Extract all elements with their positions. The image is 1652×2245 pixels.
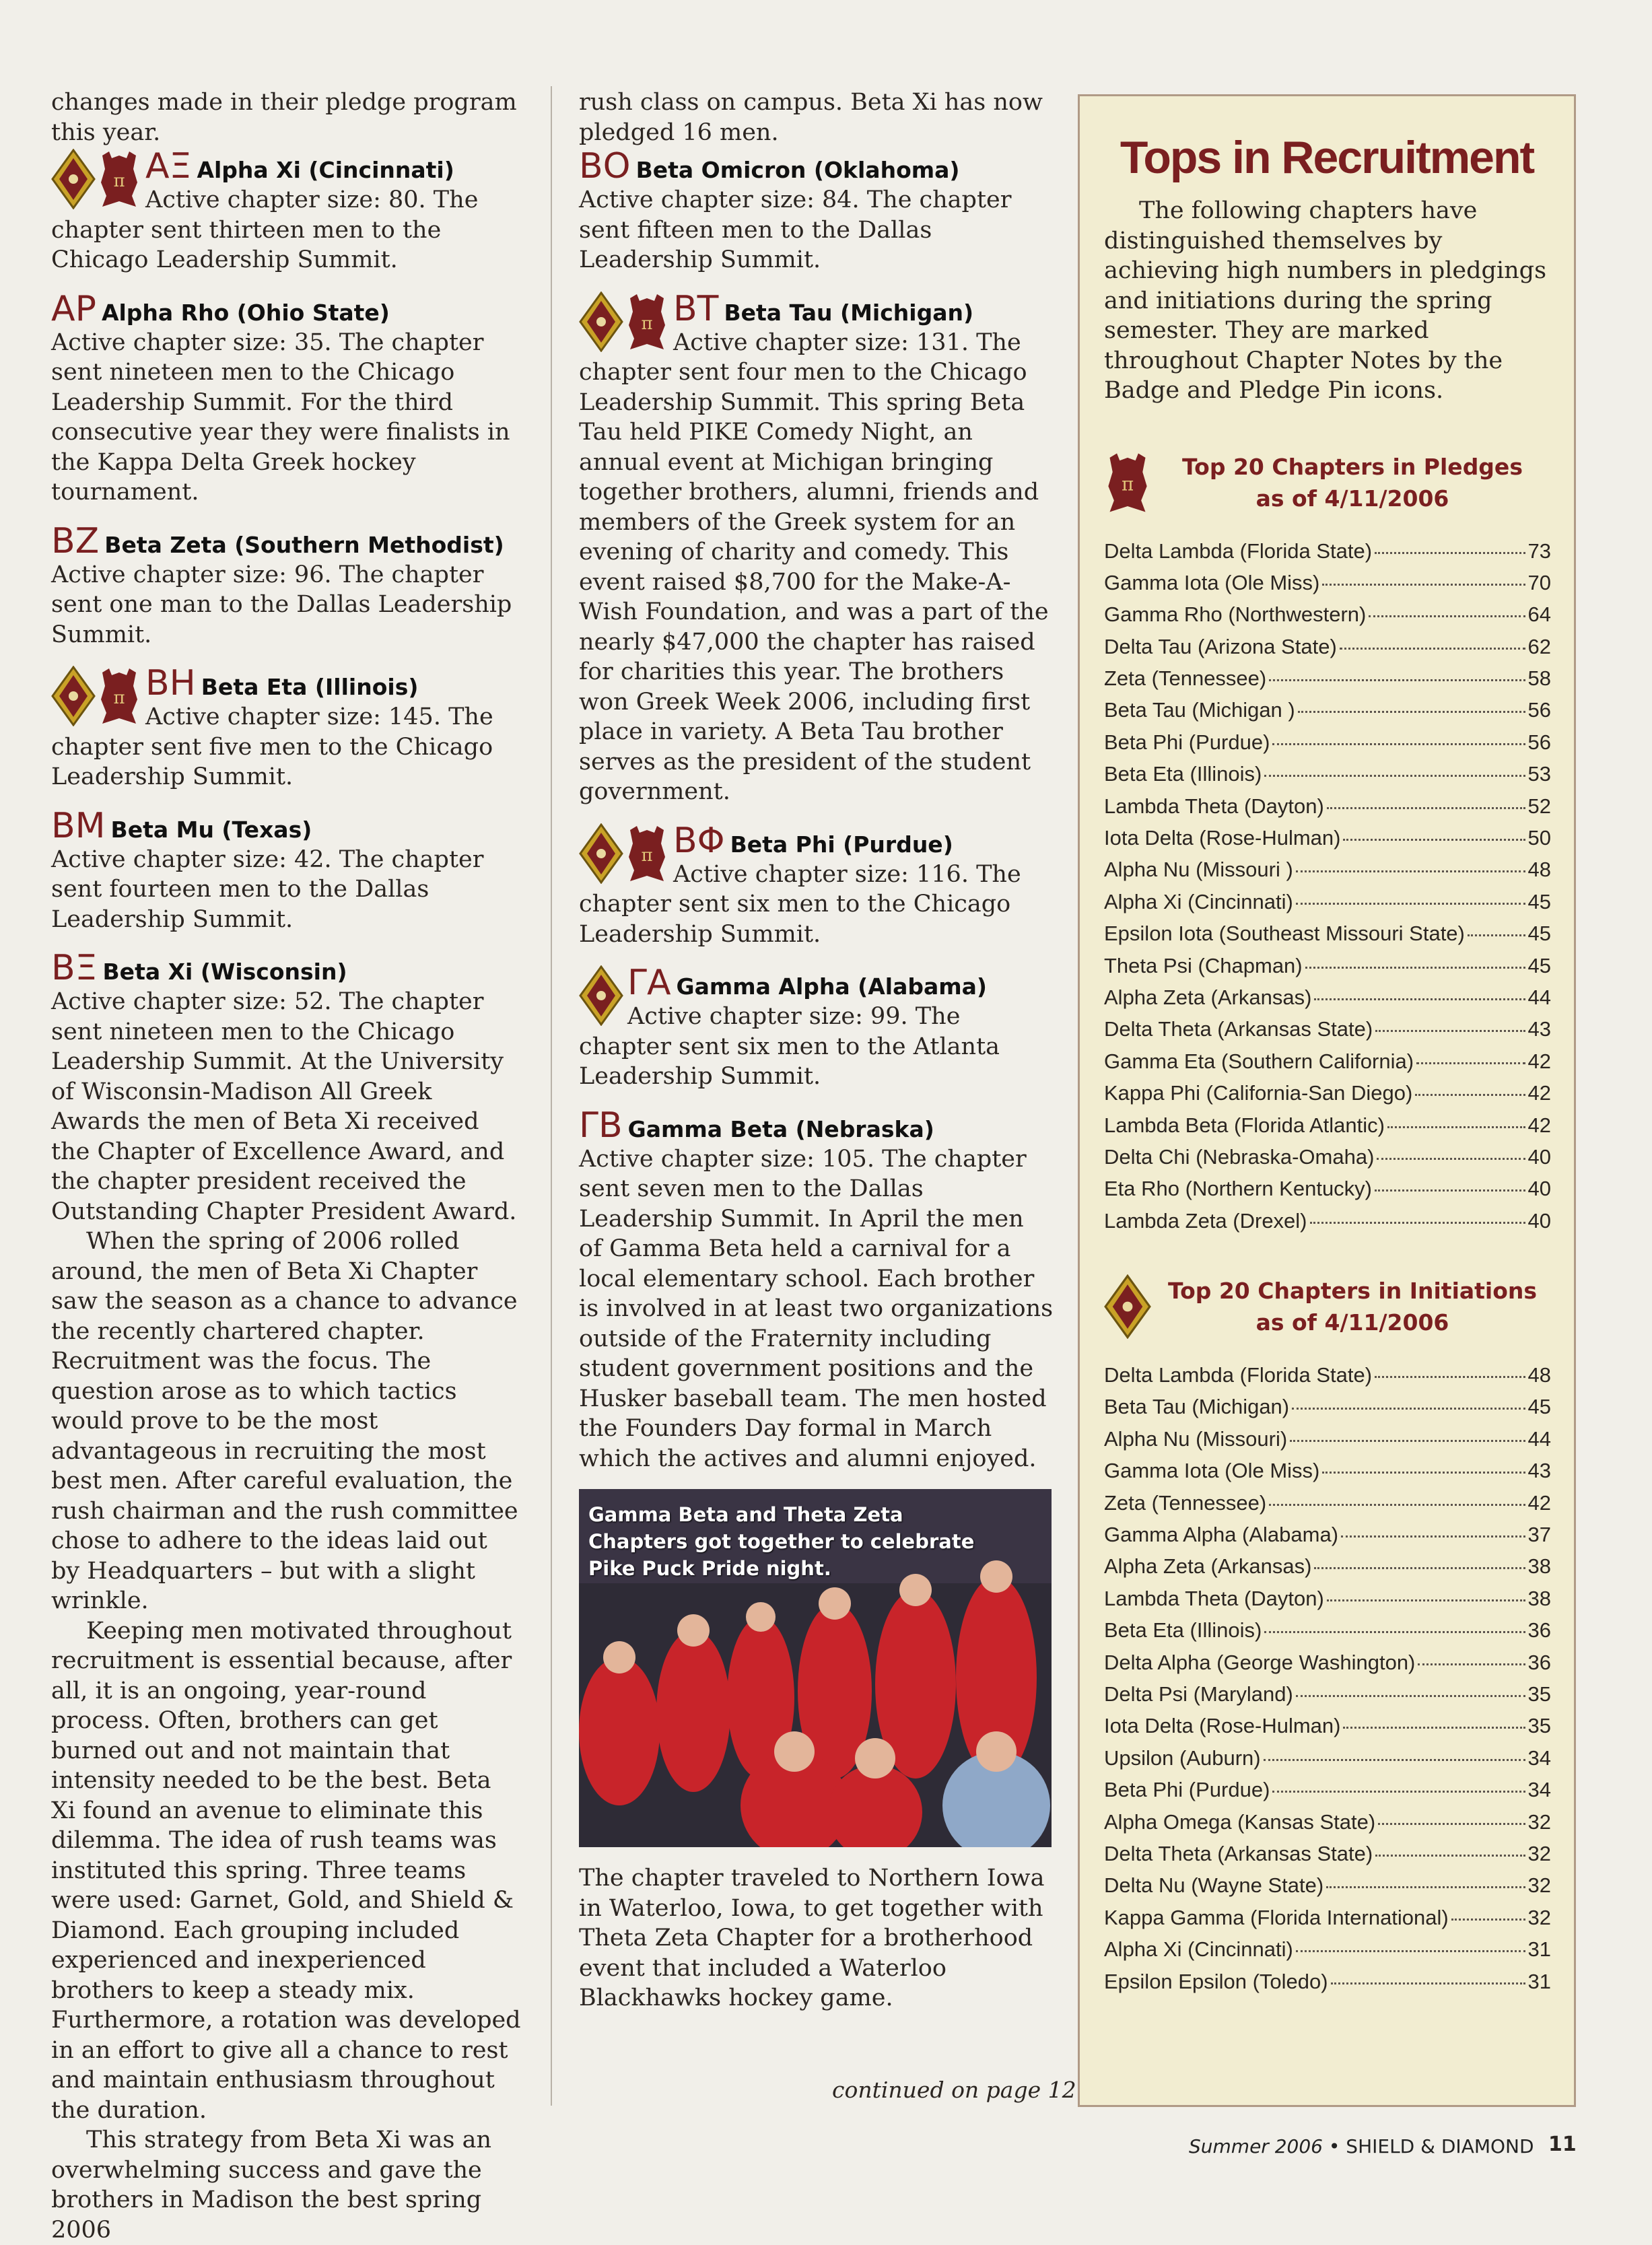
col2-intro: rush class on campus. Beta Xi has now pledged 16 men. — [579, 89, 1043, 146]
ranking-row — [1104, 1906, 1551, 1937]
photo-caption: Gamma Beta and Theta Zeta Chapters got together to celebrate Pike Puck Pride night. — [588, 1503, 975, 1580]
chapter-beta-zeta — [51, 522, 522, 650]
ranking-chapter: Eta Rho (Northern Kentucky) — [1104, 1177, 1373, 1201]
ranking-row — [1104, 1587, 1551, 1618]
chapter-name: Beta Eta (Illinois) — [201, 674, 419, 700]
ranking-chapter: Lambda Theta (Dayton) — [1104, 1586, 1324, 1610]
ranking-row — [1104, 1714, 1551, 1746]
ranking-chapter: Gamma Iota (Ole Miss) — [1104, 570, 1320, 594]
ranking-chapter: Gamma Alpha (Alabama) — [1104, 1523, 1339, 1547]
ranking-chapter: Zeta (Tennessee) — [1104, 666, 1267, 691]
chapter-name: Beta Xi (Wisconsin) — [102, 959, 347, 985]
ranking-row — [1104, 986, 1551, 1017]
ranking-chapter: Beta Eta (Illinois) — [1104, 762, 1262, 786]
dot-leader — [1310, 1222, 1525, 1224]
chapter-name: Gamma Alpha (Alabama) — [676, 973, 987, 1000]
page-footer — [1189, 2135, 1534, 2157]
page-number: 11 — [1548, 2133, 1577, 2156]
chapter-greek-letters: ΒΗ — [145, 663, 196, 703]
ranking-chapter: Iota Delta (Rose-Hulman) — [1104, 1714, 1341, 1738]
ranking-chapter: Delta Chi (Nebraska-Omaha) — [1104, 1144, 1375, 1169]
chapter-greek-letters: ΒΟ — [579, 146, 631, 186]
badge-icon — [1104, 1274, 1151, 1339]
dot-leader — [1451, 1919, 1525, 1921]
ranking-count: 44 — [1527, 985, 1551, 1009]
ranking-chapter: Delta Psi (Maryland) — [1104, 1682, 1293, 1706]
dot-leader — [1377, 1158, 1525, 1160]
chapter-text: Active chapter size: 84. The chapter sent fifteen men to the Dallas Leadership Summit. — [579, 186, 1012, 273]
dot-leader — [1296, 870, 1525, 872]
dot-leader — [1327, 1599, 1525, 1601]
column-middle — [579, 88, 1054, 1474]
chapter-beta-eta — [51, 664, 522, 792]
ranking-count: 53 — [1527, 762, 1551, 786]
ranking-count: 52 — [1527, 794, 1551, 818]
chapter-text: Active chapter size: 99. The chapter sent six men to the Atlanta Leadership Summit. — [579, 1003, 1000, 1090]
ranking-row — [1104, 1682, 1551, 1714]
badge-icon — [51, 149, 96, 209]
dot-leader — [1326, 1886, 1525, 1888]
dot-leader — [1264, 1759, 1525, 1761]
chapter-text: Active chapter size: 105. The chapter sent seven men to the Dallas Leadership Summit. In April the men of Gamma Beta held a carnival for a local elementary school. Each brother is involved in at least two organizations outside of the Fraternity including student government positions and the Husker baseball team. The men hosted the Founders Day formal in March which the actives and alumni enjoyed. — [579, 1145, 1054, 1472]
ranking-count: 58 — [1527, 666, 1551, 691]
ranking-row — [1104, 1937, 1551, 1969]
ranking-count: 56 — [1527, 730, 1551, 754]
badge-icon — [579, 965, 623, 1026]
ranking-count: 38 — [1527, 1554, 1551, 1579]
badge-icon — [51, 666, 96, 726]
dot-leader — [1378, 1823, 1525, 1825]
ranking-count: 38 — [1527, 1586, 1551, 1610]
ranking-count: 40 — [1527, 1144, 1551, 1169]
ranking-row — [1104, 1746, 1551, 1778]
dot-leader — [1296, 1695, 1525, 1697]
ranking-row — [1104, 698, 1551, 730]
chapter-text: Active chapter size: 145. The chapter sent five men to the Chicago Leadership Summit. — [51, 703, 493, 790]
ranking-count: 42 — [1527, 1049, 1551, 1073]
dot-leader — [1340, 648, 1525, 650]
ranking-row — [1104, 1427, 1551, 1459]
ranking-chapter: Alpha Nu (Missouri ) — [1104, 858, 1293, 882]
dot-leader — [1418, 1663, 1525, 1665]
dot-leader — [1305, 967, 1525, 969]
ranking-chapter: Kappa Gamma (Florida International) — [1104, 1905, 1449, 1929]
chapter-greek-letters: ΓΒ — [579, 1105, 623, 1146]
dot-leader — [1314, 998, 1525, 1000]
column-left — [51, 88, 522, 2245]
ranking-row — [1104, 1810, 1551, 1842]
ranking-count: 40 — [1527, 1177, 1551, 1201]
ranking-chapter: Zeta (Tennessee) — [1104, 1490, 1267, 1515]
chapter-greek-letters: ΑΡ — [51, 288, 96, 329]
crowd-photo — [579, 1489, 1052, 1847]
ranking-chapter: Theta Psi (Chapman) — [1104, 953, 1303, 977]
ranking-count: 32 — [1527, 1809, 1551, 1834]
chapter-beta-phi — [579, 822, 1054, 950]
ranking-row — [1104, 954, 1551, 986]
dot-leader — [1298, 711, 1525, 713]
ranking-row — [1104, 1459, 1551, 1490]
ranking-count: 50 — [1527, 826, 1551, 850]
ranking-chapter: Gamma Eta (Southern California) — [1104, 1049, 1414, 1073]
ranking-chapter: Delta Theta (Arkansas State) — [1104, 1017, 1373, 1041]
dot-leader — [1375, 552, 1525, 554]
pledge-pin-icon — [625, 823, 669, 884]
ranking-chapter: Alpha Xi (Cincinnati) — [1104, 1937, 1293, 1962]
chapter-greek-letters: ΒΜ — [51, 805, 106, 846]
dot-leader — [1375, 1189, 1525, 1191]
dot-leader — [1327, 807, 1525, 809]
dot-leader — [1269, 1504, 1525, 1506]
ranking-chapter: Lambda Zeta (Drexel) — [1104, 1208, 1307, 1233]
dot-leader — [1375, 1030, 1525, 1032]
ranking-count: 43 — [1527, 1017, 1551, 1041]
dot-leader — [1375, 1855, 1525, 1857]
sidebar-title: Tops in Recruitment — [1120, 132, 1534, 183]
footer-separator: • — [1328, 2135, 1340, 2157]
chapter-text: Active chapter size: 96. The chapter sent one man to the Dallas Leadership Summit. — [51, 561, 512, 648]
ranking-chapter: Alpha Xi (Cincinnati) — [1104, 889, 1293, 913]
ranking-row — [1104, 794, 1551, 826]
ranking-count: 45 — [1527, 953, 1551, 977]
dot-leader — [1387, 1126, 1525, 1128]
dot-leader — [1296, 903, 1525, 905]
ranking-row — [1104, 1049, 1551, 1081]
pledges-list — [1104, 539, 1551, 1241]
ranking-count: 32 — [1527, 1873, 1551, 1898]
chapter-greek-letters: ΒΖ — [51, 520, 100, 561]
ranking-row — [1104, 571, 1551, 602]
pledges-title: Top 20 Chapters in Pledges — [1182, 453, 1523, 480]
chapter-text: Active chapter size: 116. The chapter sent six men to the Chicago Leadership Summit. — [579, 860, 1021, 948]
ranking-count: 44 — [1527, 1426, 1551, 1451]
ranking-chapter: Alpha Zeta (Arkansas) — [1104, 1554, 1312, 1579]
initiations-heading — [1104, 1274, 1554, 1339]
chapter-text: Active chapter size: 131. The chapter sent four men to the Chicago Leadership Summit. This spring Beta Tau held PIKE Comedy Night, an annual event at Michigan bringing together brothers, alumni, friends and members of the Greek system for an evening of charity and comedy. This event raised $8,700 for the Make-A-Wish Foundation, and was a part of the nearly $47,000 the chapter has raised for charities this year. The brothers won Greek Week 2006, including first place in variety. A Beta Tau brother serves as the president of the student government. — [579, 329, 1049, 805]
recruitment-icons — [579, 291, 669, 352]
chapter-alpha-rho — [51, 290, 522, 508]
ranking-count: 31 — [1527, 1969, 1551, 1993]
ranking-count: 56 — [1527, 698, 1551, 722]
ranking-chapter: Iota Delta (Rose-Hulman) — [1104, 826, 1341, 850]
ranking-count: 45 — [1527, 1395, 1551, 1419]
ranking-chapter: Beta Phi (Purdue) — [1104, 1778, 1270, 1802]
ranking-chapter: Delta Lambda (Florida State) — [1104, 539, 1373, 563]
recruitment-icons — [579, 965, 623, 1026]
ranking-chapter: Gamma Rho (Northwestern) — [1104, 602, 1367, 627]
ranking-chapter: Delta Lambda (Florida State) — [1104, 1363, 1373, 1387]
tops-in-recruitment-sidebar — [1078, 94, 1576, 2107]
chapter-name: Beta Omicron (Oklahoma) — [635, 157, 960, 183]
dot-leader — [1272, 743, 1525, 745]
ranking-count: 36 — [1527, 1618, 1551, 1643]
pledges-date: as of 4/11/2006 — [1255, 485, 1449, 512]
ranking-chapter: Lambda Beta (Florida Atlantic) — [1104, 1113, 1385, 1137]
ranking-chapter: Lambda Theta (Dayton) — [1104, 794, 1324, 818]
ranking-chapter: Beta Eta (Illinois) — [1104, 1618, 1262, 1643]
ranking-chapter: Alpha Zeta (Arkansas) — [1104, 985, 1312, 1009]
chapter-name: Alpha Rho (Ohio State) — [101, 299, 390, 326]
chapter-name: Alpha Xi (Cincinnati) — [197, 157, 454, 183]
dot-leader — [1322, 584, 1525, 586]
ranking-row — [1104, 1618, 1551, 1650]
chapter-greek-letters: ΒΦ — [673, 820, 725, 861]
ranking-row — [1104, 666, 1551, 698]
recruitment-icons — [51, 666, 141, 726]
body-paragraph: When the spring of 2006 rolled around, the men of Beta Xi Chapter saw the season as a chance to advance the recently chartered chapter. Recruitment was the focus. The question arose as to which tactics would prove to be the most advantageous in recruiting the most best men. After careful evaluation, the rush chairman and the rush committee chose to adhere to the ideas laid out by Headquarters – but with a slight wrinkle. — [51, 1228, 518, 1614]
ranking-count: 45 — [1527, 922, 1551, 946]
dot-leader — [1468, 934, 1525, 936]
recruitment-icons — [579, 823, 669, 884]
recruitment-icons — [51, 149, 141, 209]
pledge-pin-icon — [1104, 450, 1151, 515]
chapter-beta-mu — [51, 807, 522, 935]
ranking-count: 35 — [1527, 1682, 1551, 1706]
body-paragraph: This strategy from Beta Xi was an overwhelming success and gave the brothers in Madison the best spring 2006 — [51, 2127, 491, 2244]
ranking-count: 34 — [1527, 1778, 1551, 1802]
dot-leader — [1264, 775, 1525, 777]
footer-season: Summer 2006 — [1189, 2135, 1323, 2157]
ranking-row — [1104, 1842, 1551, 1873]
ranking-row — [1104, 635, 1551, 666]
ranking-row — [1104, 1209, 1551, 1241]
ranking-row — [1104, 1395, 1551, 1426]
dot-leader — [1292, 1408, 1525, 1410]
dot-leader — [1290, 1440, 1525, 1442]
ranking-chapter: Delta Nu (Wayne State) — [1104, 1873, 1324, 1898]
dot-leader — [1415, 1094, 1525, 1096]
dot-leader — [1369, 615, 1525, 617]
ranking-count: 73 — [1527, 539, 1551, 563]
ranking-chapter: Kappa Phi (California-San Diego) — [1104, 1081, 1413, 1105]
pledge-pin-icon — [97, 149, 141, 209]
chapter-greek-letters: ΑΞ — [145, 146, 192, 186]
ranking-row — [1104, 1363, 1551, 1395]
chapter-greek-letters: ΒΞ — [51, 948, 98, 988]
ranking-chapter: Delta Theta (Arkansas State) — [1104, 1841, 1373, 1865]
ranking-count: 35 — [1527, 1714, 1551, 1738]
dot-leader — [1331, 1982, 1525, 1984]
chapter-text: Active chapter size: 80. The chapter sent thirteen men to the Chicago Leadership Summit. — [51, 186, 479, 273]
ranking-count: 48 — [1527, 1363, 1551, 1387]
ranking-chapter: Upsilon (Auburn) — [1104, 1746, 1261, 1770]
dot-leader — [1269, 679, 1525, 681]
ranking-row — [1104, 1523, 1551, 1554]
chapter-greek-letters: ΓΑ — [627, 963, 671, 1003]
col1-intro: changes made in their pledge program this year. — [51, 89, 517, 146]
ranking-row — [1104, 1177, 1551, 1208]
ranking-chapter: Beta Tau (Michigan ) — [1104, 698, 1295, 722]
dot-leader — [1341, 1535, 1525, 1538]
ranking-row — [1104, 1081, 1551, 1113]
ranking-row — [1104, 1970, 1551, 2001]
ranking-chapter: Beta Tau (Michigan) — [1104, 1395, 1290, 1419]
ranking-count: 36 — [1527, 1650, 1551, 1674]
ranking-count: 64 — [1527, 602, 1551, 627]
ranking-row — [1104, 762, 1551, 794]
dot-leader — [1322, 1472, 1525, 1474]
ranking-chapter: Epsilon Iota (Southeast Missouri State) — [1104, 922, 1465, 946]
ranking-chapter: Beta Phi (Purdue) — [1104, 730, 1270, 754]
ranking-count: 43 — [1527, 1459, 1551, 1483]
ranking-row — [1104, 890, 1551, 922]
dot-leader — [1264, 1631, 1525, 1633]
ranking-row — [1104, 1113, 1551, 1145]
ranking-row — [1104, 539, 1551, 571]
pledges-heading — [1104, 450, 1554, 515]
ranking-row — [1104, 922, 1551, 953]
ranking-row — [1104, 1491, 1551, 1523]
chapter-gamma-beta — [579, 1107, 1054, 1474]
dot-leader — [1296, 1950, 1525, 1952]
dot-leader — [1375, 1376, 1525, 1378]
ranking-row — [1104, 1873, 1551, 1905]
chapter-text: Active chapter size: 35. The chapter sent nineteen men to the Chicago Leadership Summit. For the third consecutive year they were finalists in the Kappa Delta Greek hockey tournament. — [51, 329, 510, 506]
badge-icon — [579, 291, 623, 352]
chapter-name: Beta Zeta (Southern Methodist) — [104, 531, 504, 558]
ranking-row — [1104, 602, 1551, 634]
chapter-name: Gamma Beta (Nebraska) — [627, 1115, 934, 1142]
badge-icon — [579, 823, 623, 884]
pledge-pin-icon — [625, 291, 669, 352]
dot-leader — [1314, 1567, 1525, 1569]
ranking-count: 45 — [1527, 889, 1551, 913]
ranking-count: 40 — [1527, 1208, 1551, 1233]
chapter-beta-xi — [51, 949, 522, 2245]
ranking-chapter: Gamma Iota (Ole Miss) — [1104, 1459, 1320, 1483]
chapter-alpha-xi — [51, 147, 522, 275]
initiations-title: Top 20 Chapters in Initiations — [1167, 1278, 1538, 1305]
ranking-count: 37 — [1527, 1523, 1551, 1547]
sidebar-intro: The following chapters have distinguished themselves by achieving high numbers in pledgings and initiations during the spring semester. They are marked throughout Chapter Notes by the Badge and Pledge Pin icons. — [1104, 197, 1547, 404]
ranking-count: 62 — [1527, 634, 1551, 658]
ranking-chapter: Delta Alpha (George Washington) — [1104, 1650, 1416, 1674]
ranking-row — [1104, 1651, 1551, 1682]
ranking-count: 48 — [1527, 858, 1551, 882]
initiations-date: as of 4/11/2006 — [1255, 1309, 1449, 1336]
after-photo-text: The chapter traveled to Northern Iowa in Waterloo, Iowa, to get together with Theta Zeta Chapter for a brotherhood event that included a Waterloo Blackhawks hockey game. — [579, 1865, 1045, 2011]
ranking-count: 42 — [1527, 1081, 1551, 1105]
dot-leader — [1272, 1791, 1525, 1793]
ranking-count: 42 — [1527, 1113, 1551, 1137]
ranking-row — [1104, 1778, 1551, 1809]
ranking-row — [1104, 858, 1551, 889]
chapter-beta-omicron — [579, 147, 1054, 275]
chapter-beta-tau — [579, 290, 1054, 807]
chapter-text: Active chapter size: 52. The chapter sent nineteen men to the Chicago Leadership Summit. At the University of Wisconsin-Madison All Greek Awards the men of Beta Xi received the Chapter of Excellence Award, and the chapter president received the Outstanding Chapter President Award. — [51, 988, 517, 1225]
pledge-pin-icon — [97, 666, 141, 726]
ranking-row — [1104, 1017, 1551, 1049]
ranking-count: 34 — [1527, 1746, 1551, 1770]
ranking-row — [1104, 730, 1551, 762]
ranking-count: 70 — [1527, 570, 1551, 594]
ranking-chapter: Epsilon Epsilon (Toledo) — [1104, 1969, 1328, 1993]
ranking-count: 42 — [1527, 1490, 1551, 1515]
column-divider — [551, 86, 552, 2106]
ranking-row — [1104, 1145, 1551, 1177]
ranking-row — [1104, 1554, 1551, 1586]
initiations-list — [1104, 1363, 1551, 2001]
chapter-text: Active chapter size: 42. The chapter sent fourteen men to the Dallas Leadership Summit. — [51, 845, 484, 933]
ranking-row — [1104, 826, 1551, 858]
ranking-chapter: Alpha Omega (Kansas State) — [1104, 1809, 1376, 1834]
footer-magazine: SHIELD & DIAMOND — [1346, 2135, 1534, 2157]
dot-leader — [1343, 839, 1525, 841]
chapter-name: Beta Tau (Michigan) — [724, 299, 974, 326]
ranking-count: 31 — [1527, 1937, 1551, 1962]
chapter-name: Beta Phi (Purdue) — [730, 831, 953, 858]
ranking-chapter: Alpha Nu (Missouri) — [1104, 1426, 1288, 1451]
chapter-name: Beta Mu (Texas) — [110, 816, 312, 843]
continued-note: continued on page 12 — [832, 2077, 1076, 2103]
ranking-count: 32 — [1527, 1905, 1551, 1929]
chapter-greek-letters: ΒΤ — [673, 288, 719, 329]
dot-leader — [1343, 1727, 1525, 1729]
body-paragraph: Keeping men motivated throughout recruitment is essential because, after all, it is an ongoing, year-round process. Often, brothers can get burned out and not maintain that intensity needed to be the best. Beta Xi found an avenue to eliminate this dilemma. The idea of rush teams was instituted this spring. Three teams were used: Garnet, Gold, and Shield & Diamond. Each grouping included experienced and inexperienced brothers to keep a steady mix. Furthermore, a rotation was developed in an effort to give all a chance to rest and maintain enthusiasm throughout the duration. — [51, 1617, 521, 2124]
ranking-chapter: Delta Tau (Arizona State) — [1104, 634, 1337, 658]
dot-leader — [1416, 1062, 1525, 1064]
chapter-gamma-alpha — [579, 964, 1054, 1092]
ranking-count: 32 — [1527, 1841, 1551, 1865]
